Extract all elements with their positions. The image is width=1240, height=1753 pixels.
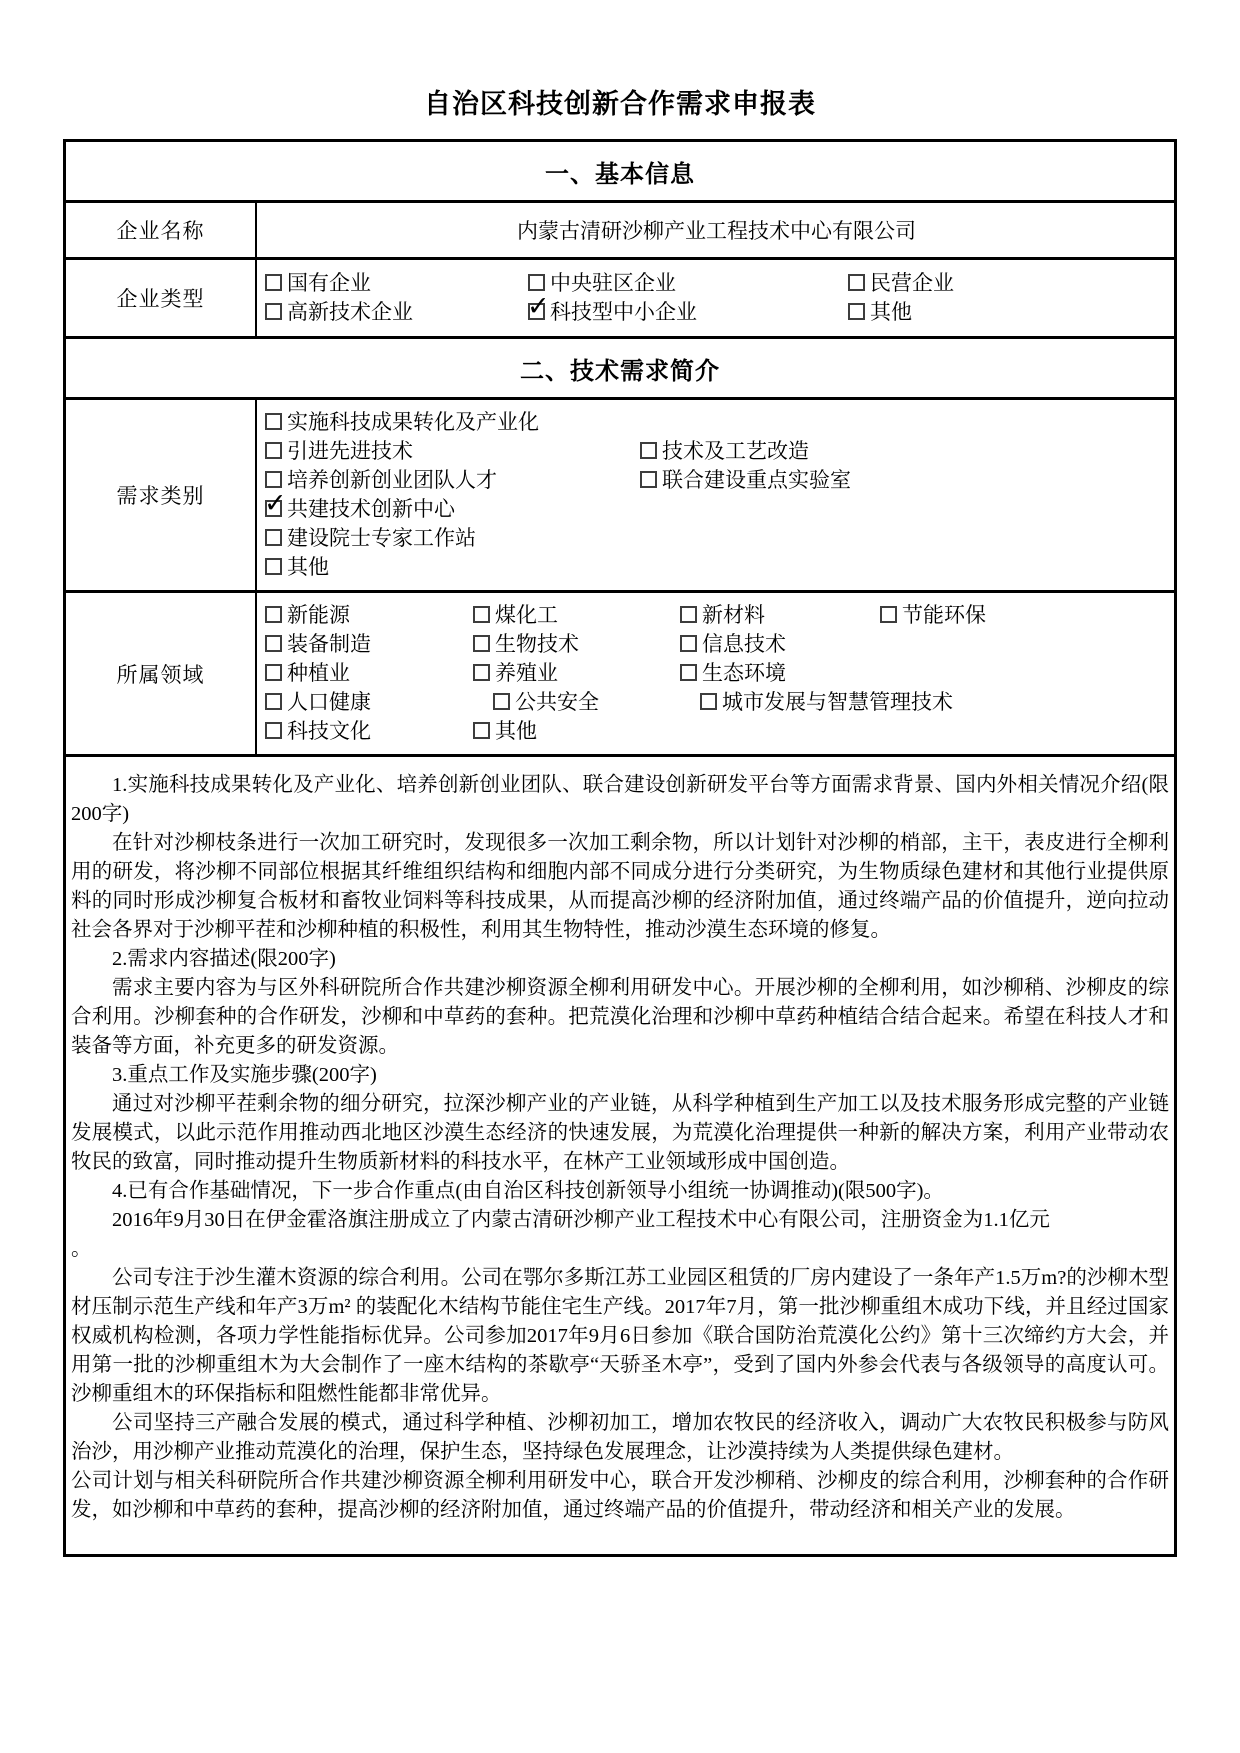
checkbox-option[interactable]: [848, 298, 912, 327]
checkbox-unchecked-icon[interactable]: [700, 693, 717, 710]
demand-category-options: [257, 400, 1174, 590]
checkbox-line: [265, 659, 1168, 688]
section-tech-demand-header: [66, 339, 1174, 397]
checkbox-label: 科技文化: [287, 719, 371, 743]
detail-paragraph: 公司计划与相关科研院所合作共建沙柳资源全柳利用研发中心，联合开发沙柳稍、沙柳皮的综合利用，沙柳套种的合作研发，如沙柳和中草药的套种，提高沙柳的经济附加值，通过终端产品的价值提升，带动经济和相关产业的发展。: [71, 1470, 1169, 1521]
checkbox-unchecked-icon[interactable]: [640, 442, 657, 459]
checkbox-unchecked-icon[interactable]: [265, 442, 282, 459]
checkbox-option[interactable]: [680, 659, 880, 688]
checkbox-line: [265, 688, 1168, 717]
checkbox-label: 煤化工: [495, 603, 558, 627]
section-basic-info-header: [66, 142, 1174, 200]
checkbox-line: [265, 437, 1168, 466]
checkbox-option[interactable]: [528, 269, 848, 298]
checkbox-label: 生态环境: [702, 661, 786, 685]
checkbox-label: 节能环保: [902, 603, 986, 627]
checkbox-option[interactable]: [680, 630, 880, 659]
checkbox-unchecked-icon[interactable]: [265, 529, 282, 546]
checkbox-label: 新材料: [702, 603, 765, 627]
checkbox-label: 信息技术: [702, 632, 786, 656]
checkbox-option[interactable]: [265, 601, 473, 630]
checkbox-unchecked-icon[interactable]: [473, 722, 490, 739]
checkbox-unchecked-icon[interactable]: [848, 274, 865, 291]
checkbox-unchecked-icon[interactable]: [265, 413, 282, 430]
checkbox-option[interactable]: [473, 630, 680, 659]
checkbox-line: [265, 524, 1168, 553]
checkbox-option[interactable]: [265, 408, 640, 437]
checkbox-label: 装备制造: [287, 632, 371, 656]
checkbox-unchecked-icon[interactable]: [265, 635, 282, 652]
detail-paragraph: 在针对沙柳枝条进行一次加工研究时，发现很多一次加工剩余物，所以计划针对沙柳的梢部，主干，表皮进行全柳利用的研发，将沙柳不同部位根据其纤维组织结构和细胞内部不同成分进行分类研究，为生物质绿色建材和其他行业提供原料的同时形成沙柳复合板材和畜牧业饲料等科技成果，从而提高沙柳的经济附加值，通过终端产品的价值提升，逆向拉动社会各界对于沙柳平茬和沙柳种植的积极性，利用其生物特性，推动沙漠生态环境的修复。: [71, 832, 1169, 941]
detail-paragraph: 通过对沙柳平茬剩余物的细分研究，拉深沙柳产业的产业链，从科学种植到生产加工以及技术服务形成完整的产业链发展模式，以此示范作用推动西北地区沙漠生态经济的快速发展，为荒漠化治理提供一种新的解决方案，利用产业带动农牧民的致富，同时推动提升生物质新材料的科技水平，在林产工业领域形成中国创造。: [71, 1093, 1169, 1173]
checkbox-line: [265, 466, 1168, 495]
page-title: 自治区科技创新合作需求申报表: [424, 89, 816, 119]
application-form-table: [63, 139, 1177, 1557]
demand-category-label: 需求类别: [66, 400, 257, 590]
checkbox-option[interactable]: [265, 269, 528, 298]
checkbox-label: 引进先进技术: [287, 439, 413, 463]
company-type-row: [66, 257, 1174, 336]
field-options: [257, 593, 1174, 754]
checkbox-unchecked-icon[interactable]: [493, 693, 510, 710]
section-tech-demand-row: [66, 336, 1174, 397]
checkbox-line: [265, 408, 1168, 437]
checkbox-unchecked-icon[interactable]: [265, 471, 282, 488]
checkbox-option[interactable]: [880, 601, 986, 630]
field-row: [66, 590, 1174, 754]
checkbox-label: 新能源: [287, 603, 350, 627]
checkbox-label: 建设院士专家工作站: [287, 526, 476, 550]
checkbox-option[interactable]: [848, 269, 954, 298]
checkbox-option[interactable]: [528, 298, 848, 327]
checkbox-label: 其他: [870, 300, 912, 324]
detail-paragraph: 3.重点工作及实施步骤(200字): [112, 1064, 377, 1086]
checkbox-checked-icon[interactable]: [528, 303, 545, 320]
checkbox-label: 联合建设重点实验室: [662, 468, 851, 492]
checkbox-label: 实施科技成果转化及产业化: [287, 410, 539, 434]
checkbox-option[interactable]: [473, 601, 680, 630]
checkbox-label: 高新技术企业: [287, 300, 413, 324]
checkbox-label: 国有企业: [287, 271, 371, 295]
checkbox-unchecked-icon[interactable]: [265, 274, 282, 291]
checkbox-unchecked-icon[interactable]: [473, 635, 490, 652]
checkbox-option[interactable]: [265, 688, 473, 717]
checkbox-option[interactable]: [265, 717, 473, 746]
checkbox-option[interactable]: [265, 659, 473, 688]
detail-paragraph: 4.已有合作基础情况，下一步合作重点(由自治区科技创新领导小组统一协调推动)(限500字)。: [112, 1180, 944, 1202]
detail-paragraph: 。: [71, 1238, 92, 1260]
checkbox-line: [265, 298, 1168, 327]
company-name-row: [66, 200, 1174, 257]
checkbox-label: 人口健康: [287, 690, 371, 714]
checkbox-option[interactable]: [493, 688, 700, 717]
detail-paragraph: 公司坚持三产融合发展的模式，通过科学种植、沙柳初加工，增加农牧民的经济收入，调动广大农牧民积极参与防风治沙，用沙柳产业推动荒漠化的治理，保护生态，坚持绿色发展理念，让沙漠持续为人类提供绿色建材。: [71, 1412, 1169, 1463]
checkbox-label: 科技型中小企业: [550, 300, 697, 324]
checkbox-label: 培养创新创业团队人才: [287, 468, 497, 492]
checkbox-option[interactable]: [473, 659, 680, 688]
checkbox-label: 城市发展与智慧管理技术: [722, 690, 953, 714]
checkbox-option[interactable]: [640, 466, 851, 495]
section-basic-info-title: 一、基本信息: [545, 161, 695, 188]
checkbox-unchecked-icon[interactable]: [880, 606, 897, 623]
demand-category-row: [66, 397, 1174, 590]
checkbox-unchecked-icon[interactable]: [680, 635, 697, 652]
checkbox-option[interactable]: [265, 437, 640, 466]
checkbox-checked-icon[interactable]: [265, 500, 282, 517]
checkbox-unchecked-icon[interactable]: [473, 606, 490, 623]
checkbox-label: 其他: [495, 719, 537, 743]
checkbox-unchecked-icon[interactable]: [680, 664, 697, 681]
checkbox-option[interactable]: [265, 630, 473, 659]
checkbox-option[interactable]: [640, 437, 809, 466]
detail-paragraph: 1.实施科技成果转化及产业化、培养创新创业团队、联合建设创新研发平台等方面需求背景、国内外相关情况介绍(限200字): [71, 774, 1169, 825]
checkbox-option[interactable]: [700, 688, 953, 717]
company-name-label: 企业名称: [66, 203, 257, 257]
checkbox-option[interactable]: [265, 524, 640, 553]
company-name-value: 内蒙古清研沙柳产业工程技术中心有限公司: [517, 219, 916, 243]
checkbox-line: [265, 269, 1168, 298]
checkbox-line: [265, 601, 1168, 630]
detail-paragraph: 2016年9月30日在伊金霍洛旗注册成立了内蒙古清研沙柳产业工程技术中心有限公司，注册资金为1.1亿元: [112, 1209, 1050, 1231]
detail-text-cell: [66, 754, 1174, 1554]
checkbox-unchecked-icon[interactable]: [265, 606, 282, 623]
checkbox-unchecked-icon[interactable]: [265, 558, 282, 575]
checkbox-option[interactable]: [265, 298, 528, 327]
checkbox-unchecked-icon[interactable]: [848, 303, 865, 320]
section-tech-demand-title: 二、技术需求简介: [520, 358, 720, 385]
field-label: 所属领域: [66, 593, 257, 754]
checkbox-label: 中央驻区企业: [550, 271, 676, 295]
checkbox-line: [265, 717, 1168, 746]
checkbox-option[interactable]: [680, 601, 880, 630]
checkbox-option[interactable]: [265, 553, 640, 582]
checkbox-unchecked-icon[interactable]: [528, 274, 545, 291]
checkbox-line: [265, 553, 1168, 582]
checkbox-label: 民营企业: [870, 271, 954, 295]
checkbox-label: 种植业: [287, 661, 350, 685]
checkbox-unchecked-icon[interactable]: [680, 606, 697, 623]
checkbox-option[interactable]: [265, 466, 640, 495]
checkbox-label: 生物技术: [495, 632, 579, 656]
checkbox-unchecked-icon[interactable]: [265, 303, 282, 320]
checkbox-line: [265, 630, 1168, 659]
company-type-options: [257, 260, 1174, 336]
checkbox-label: 其他: [287, 555, 329, 579]
checkbox-label: 公共安全: [515, 690, 599, 714]
checkbox-unchecked-icon[interactable]: [473, 664, 490, 681]
checkbox-option[interactable]: [265, 495, 640, 524]
checkbox-line: [265, 495, 1168, 524]
checkbox-label: 技术及工艺改造: [662, 439, 809, 463]
detail-paragraph: 公司专注于沙生灌木资源的综合利用。公司在鄂尔多斯江苏工业园区租赁的厂房内建设了一条年产1.5万m?的沙柳木型材压制示范生产线和年产3万m² 的装配化木结构节能住宅生产线。2017年7月，第一批沙柳重组木成功下线，并且经过国家权威机构检测，各项力学性能指标优异。公司参加2017年9月6日参加《联合国防治荒漠化公约》第十三次缔约方大会，并用第一批的沙柳重组木为大会制作了一座木结构的茶歇亭“天骄圣木亭”，受到了国内外参会代表与各级领导的高度认可。沙柳重组木的环保指标和阻燃性能都非常优异。: [71, 1267, 1169, 1405]
checkbox-option[interactable]: [473, 717, 680, 746]
checkbox-unchecked-icon[interactable]: [265, 664, 282, 681]
detail-paragraph: 2.需求内容描述(限200字): [112, 948, 336, 970]
checkbox-label: 共建技术创新中心: [287, 497, 455, 521]
company-type-label: 企业类型: [66, 260, 257, 336]
checkbox-unchecked-icon[interactable]: [265, 722, 282, 739]
detail-paragraph: 需求主要内容为与区外科研院所合作共建沙柳资源全柳利用研发中心。开展沙柳的全柳利用，如沙柳稍、沙柳皮的综合利用。沙柳套种的合作研发，沙柳和中草药的套种。把荒漠化治理和沙柳中草药种植结合结合起来。希望在科技人才和装备等方面，补充更多的研发资源。: [71, 977, 1169, 1057]
checkbox-unchecked-icon[interactable]: [265, 693, 282, 710]
checkbox-unchecked-icon[interactable]: [640, 471, 657, 488]
checkbox-label: 养殖业: [495, 661, 558, 685]
